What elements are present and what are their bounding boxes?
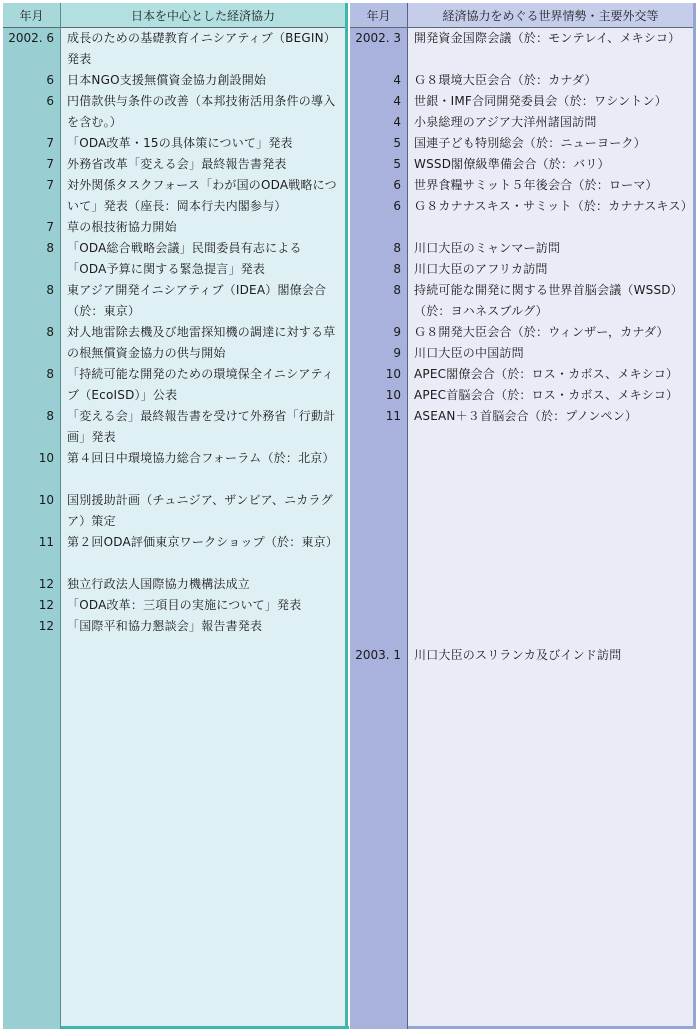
right-event-column	[407, 3, 696, 1029]
left-event: 対人地雷除去機及び地雷探知機の調達に対する草の根無償資金協力の供与開始	[67, 325, 336, 360]
left-event: 「ODA総合戦略会議」民間委員有志による「ODA予算に関する緊急提言」発表	[67, 241, 302, 276]
left-event: 日本NGO支援無償資金協力創設開始	[67, 73, 267, 87]
right-event: 小泉総理のアジア大洋州諸国訪問	[414, 115, 597, 129]
right-date-list	[350, 28, 407, 1029]
right-event: 持続可能な開発に関する世界首脳会議（WSSD）（於：ヨハネスブルグ）	[414, 283, 683, 318]
right-event: Ｇ８開発大臣会合（於：ウィンザー，カナダ）	[414, 325, 669, 339]
right-event: WSSD閣僚級準備会合（於：バリ）	[414, 157, 610, 171]
left-event-column	[60, 3, 348, 1029]
right-date-column	[350, 3, 407, 1029]
right-date: 4	[393, 73, 401, 87]
left-date: 7	[46, 136, 54, 150]
left-date: 6	[46, 94, 54, 108]
right-event: 川口大臣のアフリカ訪問	[414, 262, 548, 276]
right-event: Ｇ８カナナスキス・サミット（於：カナナスキス）	[414, 199, 693, 213]
right-event: 世界食糧サミット５年後会合（於：ローマ）	[414, 178, 658, 192]
left-event: 第２回ODA評価東京ワークショップ（於：東京）	[67, 535, 339, 549]
right-date: 6	[393, 199, 401, 213]
left-event: 独立行政法人国際協力機構法成立	[67, 577, 251, 591]
left-event: 草の根技術協力開始	[67, 220, 177, 234]
left-date: 8	[46, 241, 54, 255]
right-date: 5	[393, 157, 401, 171]
right-event: APEC閣僚会合（於：ロス・カボス、メキシコ）	[414, 367, 679, 381]
world-affairs-table	[350, 3, 696, 1029]
left-date-column	[3, 3, 60, 1029]
left-date: 12	[38, 598, 54, 612]
right-date: 2003. 1	[355, 648, 401, 662]
left-event: 「国際平和協力懇談会」報告書発表	[67, 619, 263, 633]
left-date: 8	[46, 409, 54, 423]
left-date: 10	[38, 451, 54, 465]
right-date: 6	[393, 178, 401, 192]
right-date-header: 年月	[350, 3, 407, 28]
left-event: 「ODA改革・15の具体策について」発表	[67, 136, 293, 150]
right-date: 9	[393, 325, 401, 339]
left-date: 8	[46, 325, 54, 339]
left-date: 12	[38, 577, 54, 591]
left-event: 外務省改革「変える会」最終報告書発表	[67, 157, 287, 171]
right-date: 8	[393, 283, 401, 297]
left-event: 対外関係タスクフォース「わが国のODA戦略について」発表（座長：岡本行夫内閣参与）	[67, 178, 337, 213]
right-date: 4	[393, 115, 401, 129]
left-date: 8	[46, 283, 54, 297]
right-event: ASEAN＋３首脳会合（於：プノンペン）	[414, 409, 638, 423]
right-date: 10	[385, 367, 401, 381]
right-event: APEC首脳会合（於：ロス・カボス、メキシコ）	[414, 388, 679, 402]
right-date: 11	[385, 409, 401, 423]
left-date: 7	[46, 178, 54, 192]
right-event: 川口大臣のミャンマー訪問	[414, 241, 561, 255]
left-date: 12	[38, 619, 54, 633]
left-date-list	[3, 28, 60, 1029]
left-event: 「変える会」最終報告書を受けて外務省「行動計画」発表	[67, 409, 336, 444]
left-date: 10	[38, 493, 54, 507]
domestic-cooperation-table	[3, 3, 348, 1029]
right-event: Ｇ８環境大臣会合（於：カナダ）	[414, 73, 597, 87]
right-date: 4	[393, 94, 401, 108]
left-event: 第４回日中環境協力総合フォーラム（於：北京）	[67, 451, 335, 465]
right-event: 川口大臣のスリランカ及びインド訪問	[414, 648, 622, 662]
right-date: 8	[393, 262, 401, 276]
left-event: 国別援助計画（チュニジア、ザンビア、ニカラグア）策定	[67, 493, 333, 528]
right-date: 9	[393, 346, 401, 360]
left-date: 11	[38, 535, 54, 549]
left-date: 7	[46, 220, 54, 234]
left-event-header: 日本を中心とした経済協力	[61, 3, 345, 28]
right-event: 川口大臣の中国訪問	[414, 346, 524, 360]
left-event: 円借款供与条件の改善（本邦技術活用条件の導入を含む。）	[67, 94, 336, 129]
right-event-header: 経済協力をめぐる世界情勢・主要外交等	[408, 3, 693, 28]
left-date: 8	[46, 367, 54, 381]
left-date: 6	[46, 73, 54, 87]
left-event: 「ODA改革：三項目の実施について」発表	[67, 598, 302, 612]
left-panel-bottom-border	[61, 1026, 349, 1029]
left-event-list	[61, 28, 345, 1029]
right-event: 世銀・IMF合同開発委員会（於：ワシントン）	[414, 94, 667, 108]
left-event: 成長のための基礎教育イニシアティブ（BEGIN）発表	[67, 31, 336, 66]
right-event: 国連子ども特別総会（於：ニューヨーク）	[414, 136, 646, 150]
right-date: 10	[385, 388, 401, 402]
right-panel-bottom-border	[408, 1026, 696, 1029]
right-event-list	[408, 28, 693, 1029]
right-date: 5	[393, 136, 401, 150]
left-event: 「持続可能な開発のための環境保全イニシアティブ（EcoISD）」公表	[67, 367, 334, 402]
right-date: 8	[393, 241, 401, 255]
left-date: 2002. 6	[8, 31, 54, 45]
right-event: 開発資金国際会議（於：モンテレイ、メキシコ）	[414, 31, 681, 45]
left-date: 7	[46, 157, 54, 171]
left-date-header: 年月	[3, 3, 60, 28]
right-date: 2002. 3	[355, 31, 401, 45]
left-event: 東アジア開発イニシアティブ（IDEA）閣僚会合（於：東京）	[67, 283, 327, 318]
